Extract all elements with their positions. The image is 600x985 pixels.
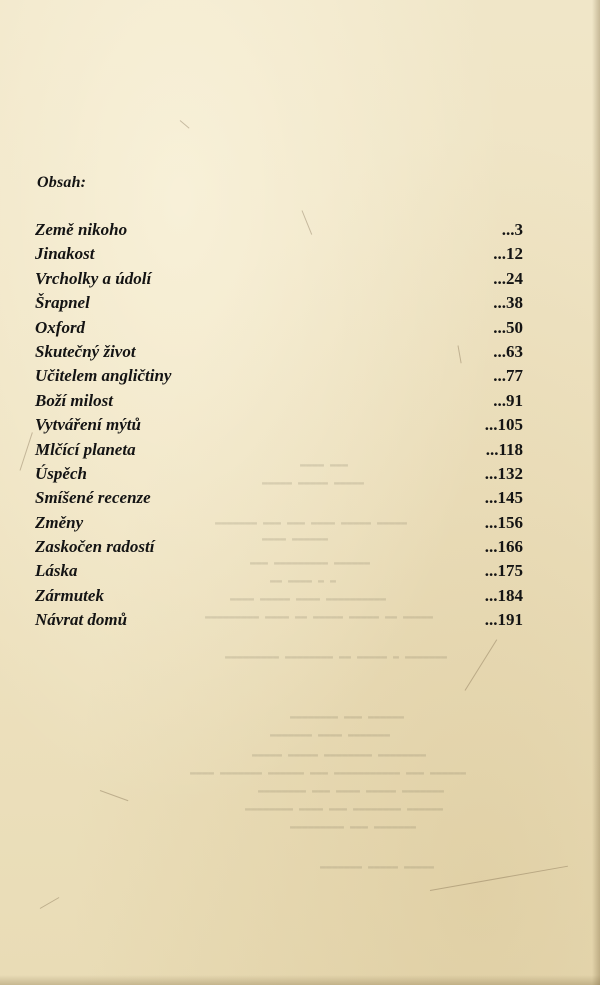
bleed-through-line: ▬▬▬▬▬▬▬▬▬▬ ▬▬▬▬ ▬▬▬▬▬ ▬▬▬▬ [230,594,387,605]
toc-entry-title: Země nikoho [35,220,128,239]
toc-entry-title: Učitelem angličtiny [35,366,172,386]
paper-scratch [180,120,190,128]
toc-entry [35,267,523,291]
toc-entry [35,438,523,462]
bleed-through-line: ▬▬▬▬▬ ▬▬▬▬▬ ▬▬▬▬ ▬▬▬ ▬▬▬ ▬▬▬▬▬▬▬ [215,518,408,529]
toc-entry-page: ...175 [484,561,523,581]
toc-entry-title: Mlčící planeta [35,439,136,459]
paper-scratch [430,866,568,891]
paper-scratch [40,897,60,909]
bleed-through-line: ▬▬▬▬▬▬▬ ▬▬▬ ▬▬▬▬▬▬▬▬▬ [290,822,417,833]
toc-entry-title: Smíšené recenze [35,488,151,508]
toc-entry [35,535,523,559]
paper-scratch [100,790,129,801]
toc-entry [35,316,523,340]
bleed-through-line: ▬▬▬▬▬▬▬ ▬▬▬▬▬ ▬▬▬▬ ▬▬▬ ▬▬▬▬▬▬▬▬ [258,786,445,797]
toc-entry-page: ...38 [493,293,523,313]
page-edge-shadow [0,975,600,985]
toc-entry [35,218,523,242]
paper-scratch [465,639,498,690]
bleed-through-line: ▬▬▬ ▬▬▬▬ [300,460,349,471]
toc-entry [35,389,523,413]
toc-entry [35,462,523,486]
bleed-through-line: ▬▬▬▬▬ ▬▬ ▬▬▬▬▬ ▬▬▬▬▬ ▬▬ ▬▬▬▬ ▬▬▬▬▬▬▬▬▬ [205,612,434,623]
toc-list [35,218,523,633]
toc-entry [35,340,523,364]
toc-entry-page: ...77 [493,366,523,386]
page-edge-shadow [592,0,600,985]
toc-entry-page: ...166 [484,537,523,557]
bleed-through-line: ▬▬▬▬▬▬▬ ▬ ▬▬▬▬▬ ▬▬ ▬▬▬▬▬▬▬▬ ▬▬▬▬▬▬▬▬▬ [225,652,448,663]
bleed-through-line: ▬▬▬▬▬▬ ▬▬▬▬ [262,534,329,545]
toc-entry [35,559,523,583]
toc-entry [35,413,523,437]
toc-entry [35,511,523,535]
toc-entry-page: ...91 [493,390,523,410]
toc-entry [35,584,523,608]
toc-entry [35,486,523,510]
toc-entry-page: ...156 [484,512,523,532]
toc-entry-title: Vytváření mýtů [35,415,141,435]
toc-entry-title: Láska [35,561,78,581]
toc-entry-title: Úspěch [35,463,87,483]
toc-entry-title: Zármutek [35,585,104,605]
toc-entry-page: ...3 [501,220,523,239]
toc-entry-title: Jinakost [35,244,95,264]
toc-entry [35,242,523,266]
toc-entry [35,608,523,632]
bleed-through-line: ▬▬▬▬▬ ▬▬▬▬▬ ▬▬▬▬▬ [262,478,365,489]
toc-entry-title: Návrat domů [35,610,128,630]
bleed-through-line: ▬▬▬▬▬▬ ▬▬▬▬▬▬▬▬▬ ▬▬▬ [250,558,371,569]
toc-entry-page: ...12 [493,244,523,264]
bleed-through-line: ▬▬▬▬▬▬ ▬▬▬ ▬▬▬▬▬▬▬▬▬▬▬ ▬▬▬ ▬▬▬▬▬▬ ▬▬▬▬▬▬▬ ▬▬▬▬ [190,768,467,779]
toc-entry-page: ...105 [484,415,523,435]
bleed-through-line: ▬▬▬▬▬▬ ▬▬▬ ▬▬▬▬▬▬▬▬ [290,712,405,723]
bleed-through-line: ▬▬▬▬▬▬▬▬ ▬▬▬▬▬▬▬▬ ▬▬▬▬▬ ▬▬▬▬▬ [252,750,427,761]
toc-entry-title: Změny [35,512,84,532]
toc-entry-page: ...145 [484,488,523,508]
toc-entry-page: ...191 [484,610,523,630]
toc-entry-title: Oxford [35,317,86,337]
toc-entry-page: ...24 [493,268,523,288]
toc-entry-title: Vrcholky a údolí [35,268,152,288]
toc-entry-title: Skutečný život [35,341,136,361]
toc-entry-page: ...132 [484,463,523,483]
bleed-through-line: ▬▬▬▬▬▬▬ ▬▬▬▬ ▬▬▬▬▬▬▬ [270,730,391,741]
bleed-through-line: ▬ ▬ ▬▬▬▬ ▬▬ [270,576,337,587]
toc-heading: Obsah: [37,174,87,191]
bleed-through-line: ▬▬▬▬▬▬ ▬▬▬▬▬▬▬▬ ▬▬▬ ▬▬▬▬ ▬▬▬▬▬▬▬▬ [245,804,444,815]
toc-entry-title: Šrapnel [35,293,90,313]
toc-entry-page: ...118 [485,439,523,459]
bleed-through-line: ▬▬▬▬▬ ▬▬▬▬▬ ▬▬▬▬▬▬▬ [320,862,435,873]
toc-entry [35,291,523,315]
toc-entry-page: ...50 [493,317,523,337]
paper-scratch [20,432,33,470]
toc-entry-page: ...184 [484,585,523,605]
toc-entry [35,364,523,388]
toc-entry-page: ...63 [493,341,523,361]
toc-entry-title: Zaskočen radostí [35,537,155,557]
toc-entry-title: Boží milost [35,390,113,410]
